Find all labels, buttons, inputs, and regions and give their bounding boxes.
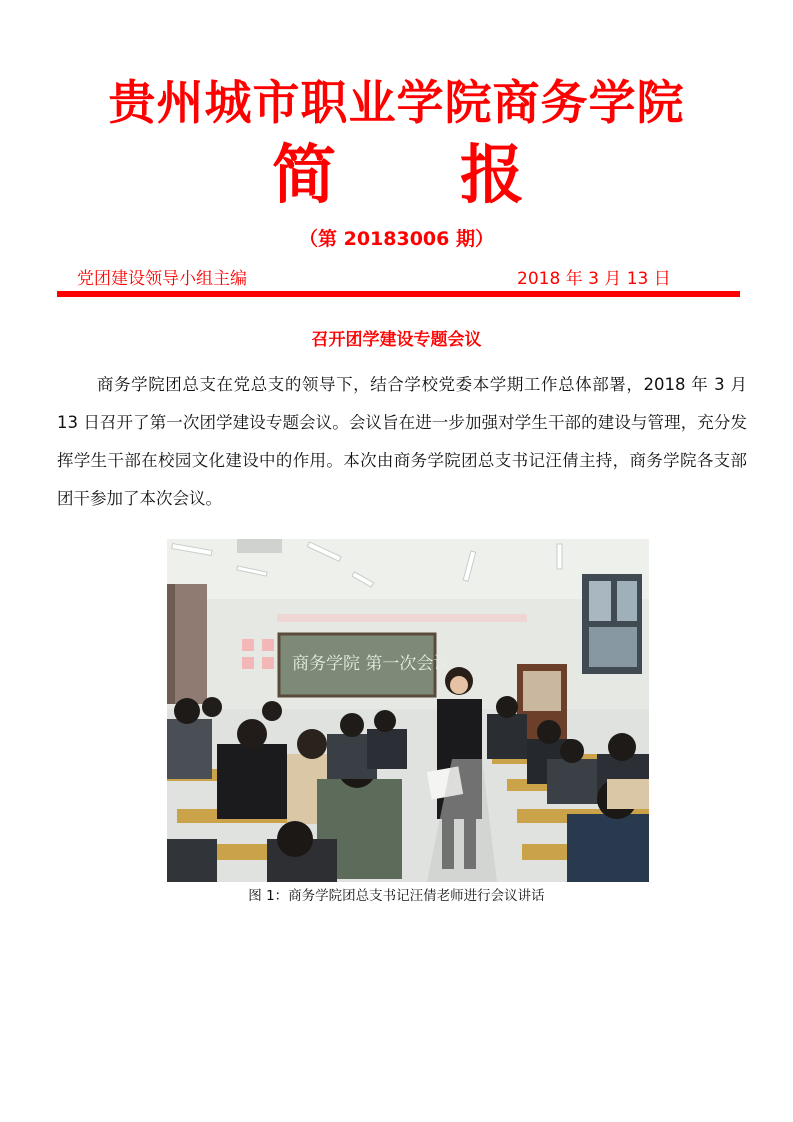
editor-line: 党团建设领导小组主编	[77, 269, 247, 289]
report-char-bao: 报	[460, 139, 524, 213]
newsletter-title: 贵州城市职业学院商务学院	[108, 76, 685, 131]
photo-caption: 图 1：商务学院团总支书记汪倩老师进行会议讲话	[248, 888, 545, 904]
header-divider	[57, 291, 740, 297]
article-headline: 召开团学建设专题会议	[311, 330, 482, 350]
report-char-jian: 简	[272, 139, 336, 213]
newsletter-name	[0, 136, 793, 216]
issue-number: （第 20183006 期）	[299, 228, 494, 250]
issue-date: 2018 年 3 月 13 日	[517, 269, 671, 289]
meeting-photo	[167, 539, 649, 882]
blackboard-text: 商务学院 第一次会议	[292, 654, 451, 674]
article-paragraph: 商务学院团总支在党总支的领导下，结合学校党委本学期工作总体部署，2018 年 3 月 13 日召开了第一次团学建设专题会议。会议旨在进一步加强对学生干部的建设与管理，充分发挥学生干部在校园文化建设中的作用。本次由商务学院团总支书记汪倩主持，商务学院各支部团干参加了本次会议。	[57, 375, 747, 508]
